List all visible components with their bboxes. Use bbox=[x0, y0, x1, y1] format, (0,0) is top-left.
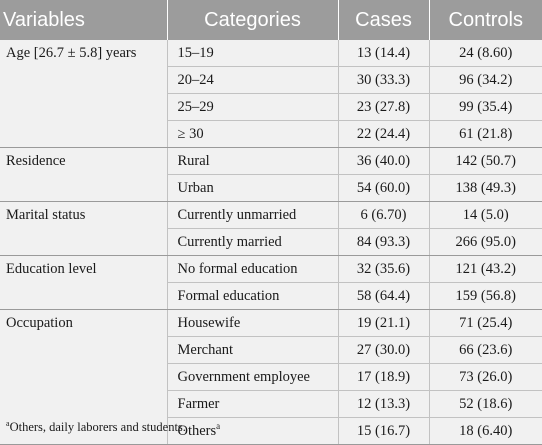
category-label: Formal education bbox=[177, 288, 280, 304]
controls-cell: 14 (5.0) bbox=[429, 202, 542, 229]
category-cell bbox=[167, 175, 338, 202]
table-row bbox=[0, 310, 542, 337]
category-label: Urban bbox=[177, 180, 214, 196]
category-label: No formal education bbox=[177, 261, 298, 277]
controls-cell: 99 (35.4) bbox=[429, 94, 542, 121]
category-label: Currently unmarried bbox=[177, 207, 297, 223]
category-label: 25–29 bbox=[177, 99, 214, 115]
header-variables: Variables bbox=[0, 0, 167, 40]
category-cell bbox=[167, 202, 338, 229]
controls-cell: 24 (8.60) bbox=[429, 40, 542, 67]
variable-cell: Age [26.7 ± 5.8] years bbox=[0, 40, 167, 148]
table-row bbox=[0, 202, 542, 229]
table-header-row bbox=[0, 0, 542, 40]
cases-cell: 54 (60.0) bbox=[338, 175, 429, 202]
category-label: Currently married bbox=[177, 234, 282, 250]
table-body bbox=[0, 40, 542, 445]
category-cell bbox=[167, 148, 338, 175]
cases-cell: 13 (14.4) bbox=[338, 40, 429, 67]
cases-cell: 15 (16.7) bbox=[338, 418, 429, 445]
controls-cell: 121 (43.2) bbox=[429, 256, 542, 283]
cases-cell: 19 (21.1) bbox=[338, 310, 429, 337]
variable-cell: Education level bbox=[0, 256, 167, 310]
controls-cell: 71 (25.4) bbox=[429, 310, 542, 337]
controls-cell: 138 (49.3) bbox=[429, 175, 542, 202]
category-cell bbox=[167, 94, 338, 121]
controls-cell: 73 (26.0) bbox=[429, 364, 542, 391]
cases-cell: 84 (93.3) bbox=[338, 229, 429, 256]
category-label: Farmer bbox=[177, 396, 220, 412]
cases-cell: 30 (33.3) bbox=[338, 67, 429, 94]
controls-cell: 159 (56.8) bbox=[429, 283, 542, 310]
table-row bbox=[0, 148, 542, 175]
category-label: Government employee bbox=[177, 369, 310, 385]
controls-cell: 52 (18.6) bbox=[429, 391, 542, 418]
cases-cell: 17 (18.9) bbox=[338, 364, 429, 391]
category-cell bbox=[167, 364, 338, 391]
variable-cell: Residence bbox=[0, 148, 167, 202]
footnote-text: Others, daily laborers and students. bbox=[9, 420, 186, 434]
footnote-marker: a bbox=[6, 418, 10, 428]
category-cell bbox=[167, 418, 338, 445]
category-label: 20–24 bbox=[177, 72, 214, 88]
controls-cell: 142 (50.7) bbox=[429, 148, 542, 175]
table-footnote bbox=[6, 420, 186, 435]
controls-cell: 266 (95.0) bbox=[429, 229, 542, 256]
category-cell bbox=[167, 121, 338, 148]
category-cell bbox=[167, 256, 338, 283]
category-label: Merchant bbox=[177, 342, 234, 358]
cases-cell: 32 (35.6) bbox=[338, 256, 429, 283]
category-label: Rural bbox=[177, 153, 210, 169]
category-label: Others bbox=[177, 423, 217, 439]
category-cell bbox=[167, 40, 338, 67]
category-cell bbox=[167, 310, 338, 337]
category-label: 15–19 bbox=[177, 45, 214, 61]
category-label: ≥ 30 bbox=[177, 126, 204, 142]
category-cell bbox=[167, 337, 338, 364]
cases-cell: 12 (13.3) bbox=[338, 391, 429, 418]
cases-cell: 23 (27.8) bbox=[338, 94, 429, 121]
category-cell bbox=[167, 391, 338, 418]
category-cell bbox=[167, 283, 338, 310]
cases-cell: 22 (24.4) bbox=[338, 121, 429, 148]
variable-cell: Marital status bbox=[0, 202, 167, 256]
controls-cell: 96 (34.2) bbox=[429, 67, 542, 94]
controls-cell: 18 (6.40) bbox=[429, 418, 542, 445]
category-cell bbox=[167, 229, 338, 256]
controls-cell: 66 (23.6) bbox=[429, 337, 542, 364]
cases-cell: 58 (64.4) bbox=[338, 283, 429, 310]
category-cell bbox=[167, 67, 338, 94]
table-row bbox=[0, 40, 542, 67]
footnote-ref-marker: a bbox=[216, 421, 221, 432]
cases-cell: 27 (30.0) bbox=[338, 337, 429, 364]
cases-cell: 36 (40.0) bbox=[338, 148, 429, 175]
variable-cell: Occupation bbox=[0, 310, 167, 445]
table-row bbox=[0, 256, 542, 283]
header-controls: Controls bbox=[429, 0, 542, 40]
header-cases: Cases bbox=[338, 0, 429, 40]
category-label: Housewife bbox=[177, 315, 241, 331]
cases-cell: 6 (6.70) bbox=[338, 202, 429, 229]
controls-cell: 61 (21.8) bbox=[429, 121, 542, 148]
header-categories: Categories bbox=[167, 0, 338, 40]
